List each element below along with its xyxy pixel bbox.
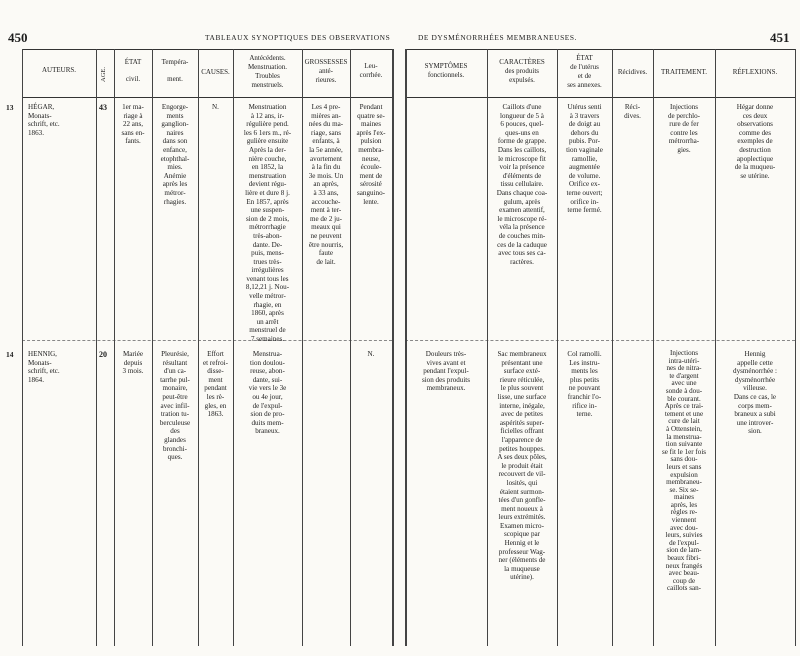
cell-temperament: Engorge- ments ganglion- naires dans son enfance, etophthal- mies. Anémie après les métror- rhagies. xyxy=(160,103,190,206)
cell-caracteres: Caillots d'une longueur de 5 à 6 pouces, quel- ques-uns en forme de grappe. Dans les caillots, le microscope fit voir la présence d'éléments de tissu cellulaire. Dans chaque coa- gulum, après examen attentif, le microscope ré- véla la présence de couches min- ces de la caduque avec tous ses ca- ractères. xyxy=(496,103,548,266)
cell-leucorrhee: Pendant quatre se- maines après l'ex- pulsion membra- neuse, écoule- ment de sérosité sanguino- lente. xyxy=(356,103,386,206)
col-header-etat-civil-line1: ÉTAT xyxy=(124,58,142,66)
col-header-temperament-line2: ment. xyxy=(167,75,183,83)
cell-etat-uterus: Utérus senti à 3 travers de doigt au dehors du pubis. Por- tion vaginale ramollie, augmentée de volume. Orifice ex- terne ouvert; orifice in- terne fermé. xyxy=(566,103,603,215)
col-header-etat-uterus: ÉTAT de l'utérus et de ses annexes. xyxy=(567,54,602,89)
right-header-bottom-rule xyxy=(405,97,795,98)
cell-etat-civil: Mariée depuis 3 mois. xyxy=(122,350,144,376)
row-number: 14 xyxy=(6,350,14,359)
left-page-number: 450 xyxy=(8,30,28,45)
col-header-temperament xyxy=(152,58,198,84)
col-rule xyxy=(22,49,23,646)
right-row-separator xyxy=(405,340,795,341)
right-header-top-rule xyxy=(405,49,795,50)
cell-reflexions: Hégar donne ces deux observations comme des exemples de destruction apoplectique de la muqueu- se utérine. xyxy=(734,103,776,180)
col-header-traitement: TRAITEMENT. xyxy=(661,68,707,76)
col-header-grossesses: GROSSESSES anté- rieures. xyxy=(304,58,348,84)
cell-temperament: Pleurésie, résultant d'un ca- tarrhe pul- monaire, peut-être avec infil- tration tu- berculeuse des glandes bronchi- ques. xyxy=(159,350,191,462)
col-rule xyxy=(795,49,796,646)
cell-symptomes: Douleurs très- vives avant et pendant l'expul- sion des produits membraneux. xyxy=(421,350,471,393)
cell-causes: N. xyxy=(212,103,219,111)
left-running-head: TABLEAUX SYNOPTIQUES DES OBSERVATIONS xyxy=(205,33,391,42)
cell-antecedents: Menstrua- tion doulou- reuse, abon- dante, sui- vie vers le 3e ou 4e jour, de l'expul- sion de pro- duits mem- braneux. xyxy=(248,350,287,436)
left-header-bottom-rule xyxy=(22,97,392,98)
left-row-separator xyxy=(22,340,392,341)
col-header-symptomes: SYMPTÔMES fonctionnels. xyxy=(424,62,468,79)
col-header-leucorrhee: Leu- corrhée. xyxy=(359,62,383,79)
col-header-caracteres: CARACTÈRES des produits expulsés. xyxy=(499,58,545,84)
col-rule xyxy=(198,49,199,646)
cell-age: 43 xyxy=(99,103,107,112)
cell-antecedents: Menstruation à 12 ans, ir- régulière pend. les 6 1ers m., ré- gulière ensuite Après la der- nière couche, en 1852, la menstruation devient régu- lière et dure 8 j. En 1857, après une suspen- sion de 2 mois, métrorrhagie très-abon- dante. De- puis, mens- trues très- irrégulières venant tous les 8,12,21 j. Nou- velle métror- rhagie, en 1860, après un arrêt menstruel de 7 semaines. xyxy=(243,103,292,344)
cell-traitement: Injections de perchlo- rure de fer contre les métrorrha- gies. xyxy=(667,103,701,154)
col-header-antecedents: Antécédents. Menstruation. Troubles menstruels. xyxy=(247,54,288,89)
cell-grossesses: Les 4 pre- mières an- nées du ma- riage, sans enfants, à la 5e année, avortement à la fin du 3e mois. Un an après, à 33 ans, accouche- ment à ter- me de 2 ju- meaux qui ne peuvent être nourris, faute de lait. xyxy=(308,103,344,266)
col-rule xyxy=(405,49,407,646)
cell-reflexions: Hennig appelle cette dysménorrhée : dysménorrhée villeuse. Dans ce cas, le corps mem- braneux a subi une introver- sion. xyxy=(733,350,777,436)
col-header-temperament-line1: Tempéra- xyxy=(161,58,189,66)
cell-auteur: HENNIG, Monats- schrift, etc. 1864. xyxy=(28,350,60,384)
cell-traitement: Injections intra-utéri- nes de nitra- te d'argent avec une sonde à dou- ble courant. Après ce trai- tement et une cure de lait à Ottenstein, la menstrua- tion suivante se fit le 1er fois sans dou- leurs et sans expulsion membraneu- se. Six se- maines après, les règles re- viennent avec dou- leurs, suivies de l'expul- sion de lam- beaux fibri- neux frangés avec beau- coup de caillots san- xyxy=(661,349,707,593)
cell-caracteres: Sac membraneux présentant une surface exté- rieure réticulée, le plus souvent lisse, une surface interne, inégale, avec de petites aspérités super- ficielles offrant l'apparence de petites houppes. A ses deux pôles, le produit était recouvert de vil- losités, qui étaient surmon- tées d'un gonfle- ment noueux à leurs extrémités. Examen micro- scopique par Hennig et le professeur Wag- ner (éléments de la muqueuse utérine). xyxy=(497,350,547,582)
right-running-head: DE DYSMÉNORRHÉES MEMBRANEUSES. xyxy=(418,33,578,42)
col-rule xyxy=(612,49,613,646)
left-header-top-rule xyxy=(22,49,392,50)
col-header-etat-civil-line2: civil. xyxy=(125,75,141,83)
col-header-recidives: Récidives. xyxy=(617,68,648,76)
col-header-reflexions: RÉFLEXIONS. xyxy=(732,68,778,76)
col-header-age: AGE. xyxy=(100,67,107,82)
col-rule xyxy=(96,49,97,646)
cell-recidives: Réci- dives. xyxy=(624,103,641,120)
cell-age: 20 xyxy=(99,350,107,359)
col-rule xyxy=(392,49,394,646)
right-page-number: 451 xyxy=(770,30,790,45)
col-header-auteurs: AUTEURS. xyxy=(41,66,77,74)
cell-auteur: HÉGAR, Monats- schrift, etc. 1863. xyxy=(28,103,60,137)
col-header-etat-civil xyxy=(114,58,152,84)
col-header-causes: CAUSES. xyxy=(201,68,230,76)
cell-causes: Effort et refroi- disse- ment pendant les rè- gles, en 1863. xyxy=(202,350,228,419)
cell-etat-civil: 1er ma- riage à 22 ans, sans en- fants. xyxy=(121,103,145,146)
cell-etat-uterus: Col ramolli. Les instru- ments les plus petits ne pouvant franchir l'o- rifice in- terne. xyxy=(567,350,602,419)
cell-leucorrhee: N. xyxy=(367,350,375,358)
row-number: 13 xyxy=(6,103,14,112)
